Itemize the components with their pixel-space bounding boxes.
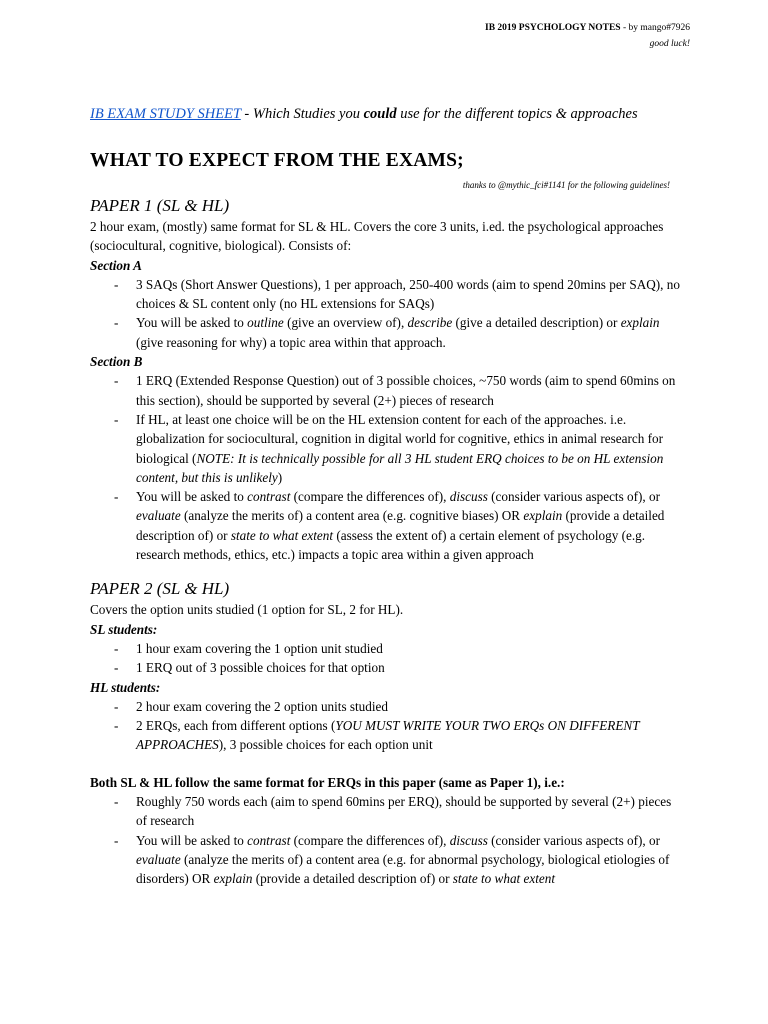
section-b-label: Section B <box>90 354 143 370</box>
list-item: - Roughly 750 words each (aim to spend 60mins per ERQ), should be supported by several (2+) pieces of research <box>90 792 682 831</box>
study-sheet-link[interactable]: IB EXAM STUDY SHEET <box>90 106 241 122</box>
intro-line <box>90 106 638 123</box>
section-a-label: Section A <box>90 257 142 273</box>
header-author: - by mango#7926 <box>620 23 690 33</box>
list-item: - 3 SAQs (Short Answer Questions), 1 per approach, 250-400 words (aim to spend 20mins per SAQ), no choices & SL content only (no HL extensions for SAQs) <box>90 275 682 314</box>
header-good-luck: good luck! <box>649 39 690 49</box>
sl-students-label: SL students: <box>90 621 158 637</box>
paper1-heading: PAPER 1 (SL & HL) <box>90 196 230 215</box>
list-item: - 2 ERQs, each from different options (YOU MUST WRITE YOUR TWO ERQs ON DIFFERENT APPROACHES), 3 possible choices for each option unit <box>90 716 682 755</box>
both-format-note: Both SL & HL follow the same format for ERQs in this paper (same as Paper 1), i.e.: <box>90 774 565 790</box>
page-header <box>485 20 690 52</box>
list-item: - 1 ERQ (Extended Response Question) out of 3 possible choices, ~750 words (aim to spend 60mins on this section), should be supported by several (2+) pieces of research <box>90 371 682 410</box>
intro-text-1: - Which Studies you <box>240 106 364 122</box>
paper2-heading: PAPER 2 (SL & HL) <box>90 579 230 599</box>
thanks-note: thanks to @mythic_fci#1141 for the following guidelines! <box>462 180 670 190</box>
hl-list <box>90 697 682 755</box>
both-list <box>90 792 682 888</box>
list-item: - You will be asked to contrast (compare the differences of), discuss (consider various aspects of), or evaluate (analyze the merits of) a content area (e.g. for abnormal psychology, biological etiologies of disorders) OR explain (provide a detailed description of) or state to what extent <box>90 831 682 889</box>
list-item: - If HL, at least one choice will be on the HL extension content for each of the approaches. i.e. globalization for sociocultural, cognition in digital world for cognitive, ethics in animal research for biological (NOTE: It is technically possible for all 3 HL student ERQ choices to be on HL extension content, but this is unlikely) <box>90 410 682 487</box>
list-item: - You will be asked to outline (give an overview of), describe (give a detailed description) or explain (give reasoning for why) a topic area within that approach. <box>90 313 682 352</box>
list-item: - 2 hour exam covering the 2 option units studied <box>90 697 682 716</box>
list-item: - 1 ERQ out of 3 possible choices for that option <box>90 658 682 677</box>
paper2-description: Covers the option units studied (1 option for SL, 2 for HL). <box>90 602 404 618</box>
page-title: WHAT TO EXPECT FROM THE EXAMS; <box>90 150 464 171</box>
hl-students-label: HL students: <box>90 679 161 695</box>
list-item: - 1 hour exam covering the 1 option unit studied <box>90 639 682 658</box>
document-body <box>90 195 682 889</box>
list-item: - You will be asked to contrast (compare the differences of), discuss (consider various aspects of), or evaluate (analyze the merits of) a content area (e.g. cognitive biases) OR explain (provide a detailed description of) or state to what extent (assess the extent of) a certain element of psychology (e.g. research methods, ethics, etc.) impacts a topic area within a given approach <box>90 487 682 564</box>
intro-could: could <box>363 106 397 122</box>
section-a-list <box>90 275 682 352</box>
paper1-description: 2 hour exam, (mostly) same format for SL & HL. Covers the core 3 units, i.ed. the psychological approaches (sociocultural, cognitive, biological). Consists of: <box>90 219 664 254</box>
header-title: IB 2019 PSYCHOLOGY NOTES <box>485 23 621 33</box>
sl-list <box>90 639 682 678</box>
intro-text-2: use for the different topics & approaches <box>396 106 638 122</box>
section-b-list <box>90 371 682 564</box>
